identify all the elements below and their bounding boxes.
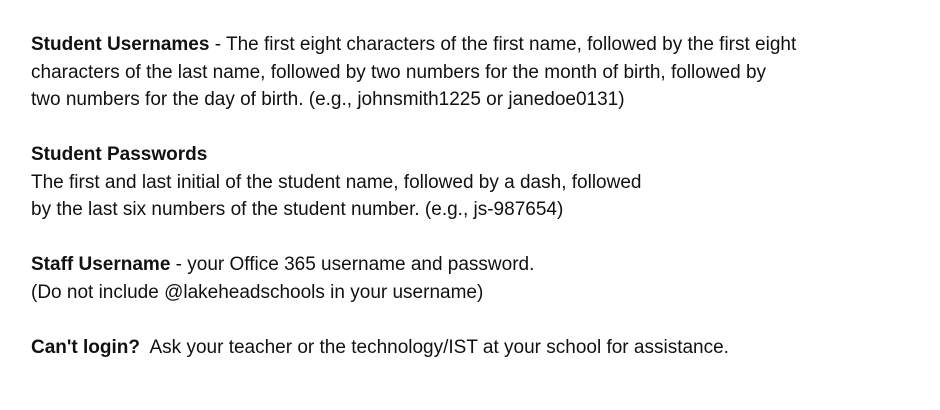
cant-login-line (31, 334, 921, 362)
login-instructions-document (31, 31, 921, 389)
student-passwords-heading: Student Passwords (31, 144, 208, 165)
staff-username-section (31, 251, 921, 306)
cant-login-heading: Can't login? (31, 336, 140, 358)
student-passwords-text-2: by the last six numbers of the student number. (e.g., js-987654) (31, 199, 564, 220)
cant-login-text: Ask your teacher or the technology/IST at your school for assistance. (140, 336, 729, 358)
student-usernames-line-1 (31, 31, 921, 59)
student-usernames-text-1: - The first eight characters of the first name, followed by the first eight (209, 34, 797, 55)
student-passwords-text-1: The first and last initial of the student name, followed by a dash, followed (31, 171, 642, 193)
student-usernames-section (31, 31, 921, 114)
staff-username-heading: Staff Username (31, 254, 171, 275)
student-usernames-text-3: two numbers for the day of birth. (e.g., johnsmith1225 or janedoe0131) (31, 89, 625, 110)
staff-username-text-2: (Do not include @lakeheadschools in your username) (31, 281, 484, 303)
student-passwords-section (31, 141, 921, 224)
student-usernames-heading: Student Usernames (31, 34, 210, 55)
staff-username-line-1 (31, 251, 921, 279)
staff-username-text-1: - your Office 365 username and password. (170, 254, 535, 275)
student-usernames-text-2: characters of the last name, followed by two numbers for the month of birth, followed by (31, 61, 767, 83)
cant-login-section (31, 334, 921, 362)
